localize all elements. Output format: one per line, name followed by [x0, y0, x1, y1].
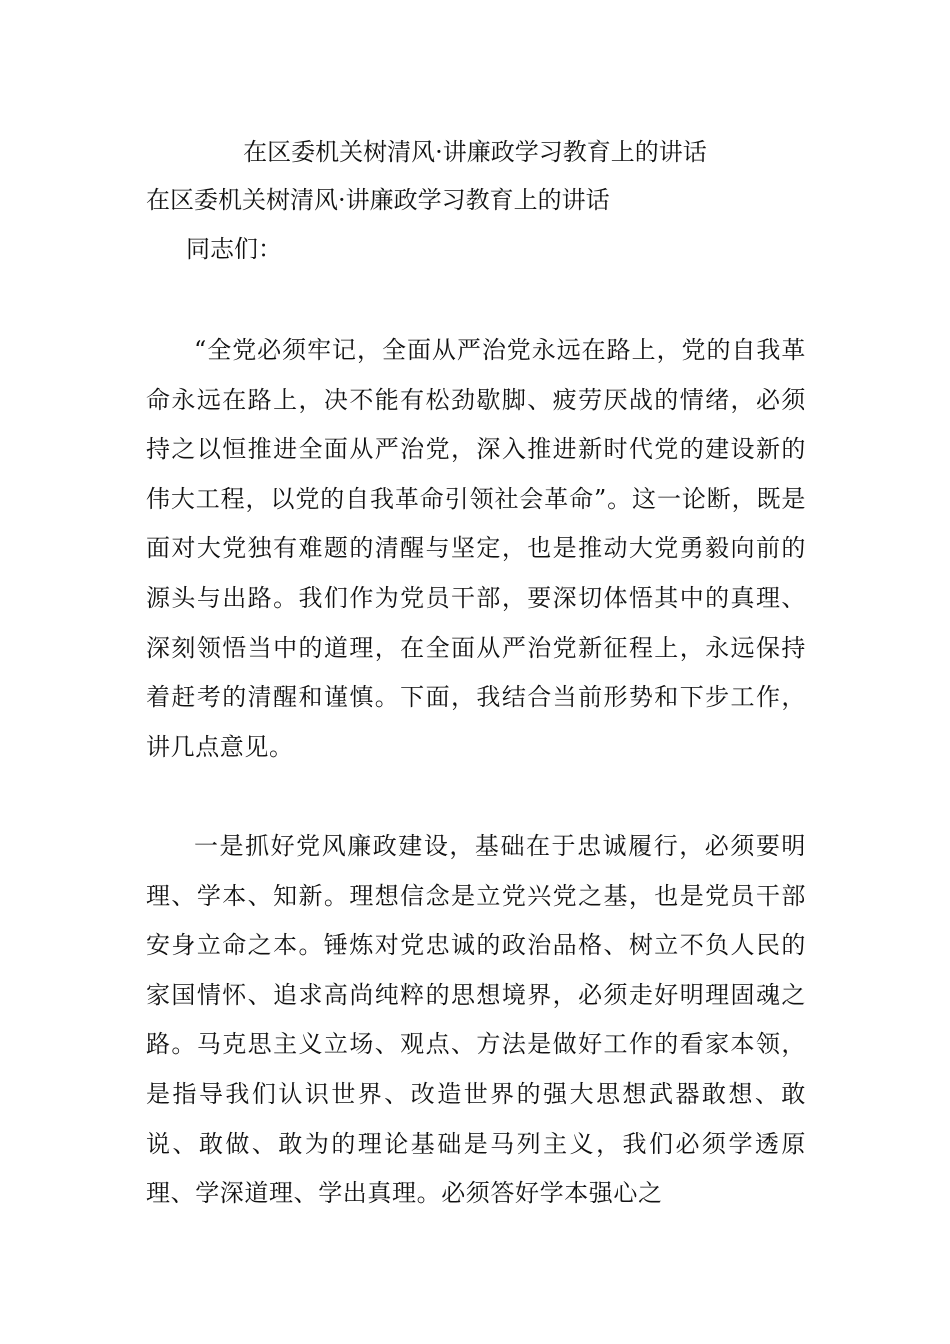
- paragraph-intro: “全党必须牢记，全面从严治党永远在路上，党的自我革命永远在路上，决不能有松劲歇脚、疲劳厌战的情绪，必须持之以恒推进全面从严治党，深入推进新时代党的建设新的伟大工程，以党的自我革命引领社会革命”。这一论断，既是面对大党独有难题的清醒与坚定，也是推动大党勇毅向前的源头与出路。我们作为党员干部，要深切体悟其中的真理、深刻领悟当中的道理，在全面从严治党新征程上，永远保持着赶考的清醒和谨慎。下面，我结合当前形势和下步工作，讲几点意见。: [146, 336, 806, 761]
- salutation: 同志们：: [186, 235, 282, 263]
- document-title-repeated: 在区委机关树清风·讲廉政学习教育上的讲话: [146, 186, 610, 214]
- document-title: 在区委机关树清风·讲廉政学习教育上的讲话: [243, 138, 707, 166]
- paragraph-point-one: 一是抓好党风廉政建设，基础在于忠诚履行，必须要明理、学本、知新。理想信念是立党兴党之基，也是党员干部安身立命之本。锤炼对党忠诚的政治品格、树立不负人民的家国情怀、追求高尚纯粹的思想境界，必须走好明理固魂之路。马克思主义立场、观点、方法是做好工作的看家本领，是指导我们认识世界、改造世界的强大思想武器敢想、敢说、敢做、敢为的理论基础是马列主义，我们必须学透原理、学深道理、学出真理。必须答好学本强心之: [146, 832, 806, 1208]
